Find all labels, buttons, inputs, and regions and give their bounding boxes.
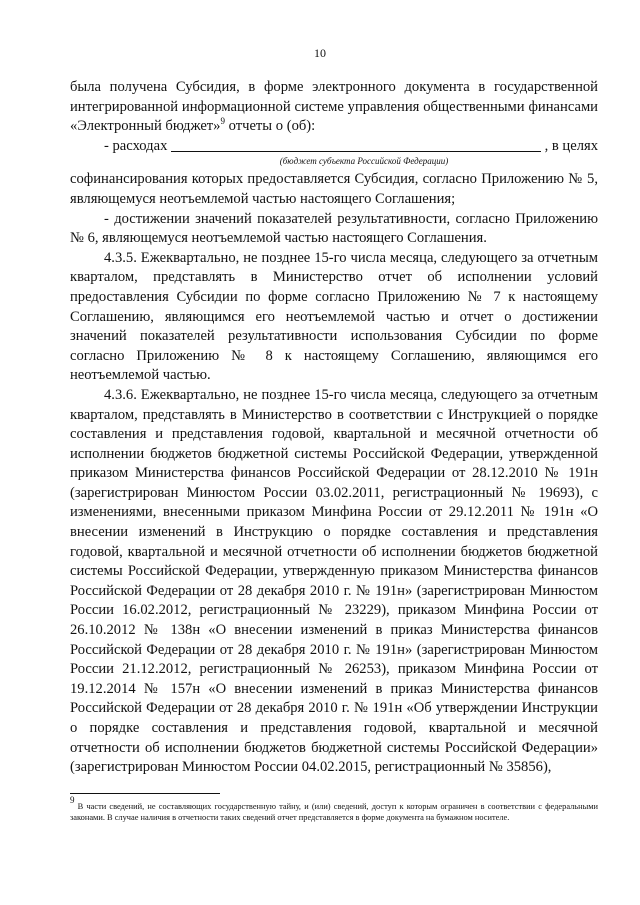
paragraph-cofinancing: софинансирования которых предоставляется Субсидия, согласно Приложению № 5, являющемуся неотъемлемой частью настоящего Соглашения; <box>70 171 598 207</box>
paragraph-intro-text: была получена Субсидия, в форме электронного документа в государственной интегрированной информационной системе управления общественными финансами «Электронный бюджет» <box>70 79 598 135</box>
footnote-reference: 9 <box>220 116 225 127</box>
expenses-suffix: , в целях <box>544 137 598 154</box>
page-number: 10 <box>314 46 326 60</box>
paragraph-intro <box>70 78 598 137</box>
blank-caption: (бюджет субъекта Российской Федерации) <box>279 156 449 167</box>
document-body <box>70 78 598 778</box>
expenses-blank-row <box>70 137 598 157</box>
paragraph-performance-indicators: - достижении значений показателей результативности, согласно Приложению № 6, являющемуся неотъемлемой частью настоящего Соглашения. <box>70 210 598 247</box>
expenses-label: - расходах <box>104 137 168 154</box>
paragraph-4-3-6: 4.3.6. Ежеквартально, не позднее 15-го числа месяца, следующего за отчетным кварталом, представлять в Министерство в соответствии с Инструкцией о порядке составления и представления годовой, квартальной и месячной отчетности об исполнении бюджетов бюджетной системы Российской Федерации, утвержденной приказом Министерства финансов Российской Федерации от 28.12.2010 № 191н (зарегистрирован Минюстом России 03.02.2011, регистрационный № 19693), с изменениями, внесенными приказом Минфина России от 29.12.2011 № 191н «О внесении изменений в Инструкцию о порядке составления и представления годовой, квартальной и месячной отчетности об исполнении бюджетов бюджетной системы Российской Федерации, утвержденную приказом Министерства финансов Российской Федерации от 28 декабря 2010 г. № 191н» (зарегистрирован Минюстом России 16.02.2012, регистрационный № 23229), приказом Минфина России от 26.10.2012 № 138н «О внесении изменений в приказ Министерства финансов Российской Федерации от 28 декабря 2010 г. № 191н» (зарегистрирован Минюстом России 21.12.2012, регистрационный № 26253), приказом Минфина России от 19.12.2014 № 157н «О внесении изменений в приказ Министерства финансов Российской Федерации от 28 декабря 2010 г. № 191н «Об утверждении Инструкции о порядке составления и представления годовой, квартальной и месячной отчетности об исполнении бюджетов бюджетной системы Российской Федерации» (зарегистрирован Минюстом России 04.02.2015, регистрационный № 35856), <box>70 386 598 776</box>
footnote-divider <box>70 793 220 794</box>
footnote-marker: 9 <box>70 795 75 805</box>
footnote <box>70 795 598 823</box>
fill-in-blank-line <box>171 151 540 152</box>
footnote-text: В части сведений, не составляющих государственную тайну, и (или) сведений, доступ к которым ограничен в соответствии с федеральными законами. В случае наличия в отчетности таких сведений отчет представляется в форме документа на бумажном носителе. <box>70 802 598 822</box>
paragraph-intro-tail: отчеты о (об): <box>224 118 316 135</box>
paragraph-4-3-5: 4.3.5. Ежеквартально, не позднее 15-го числа месяца, следующего за отчетным кварталом, представлять в Министерство отчет об исполнении условий предоставления Субсидии по форме согласно Приложению № 7 к настоящему Соглашению, являющимся его неотъемлемой частью и отчет о достижении значений показателей результативности использования Субсидии по форме согласно Приложению № 8 к настоящему Соглашению, являющимся его неотъемлемой частью. <box>70 249 598 384</box>
